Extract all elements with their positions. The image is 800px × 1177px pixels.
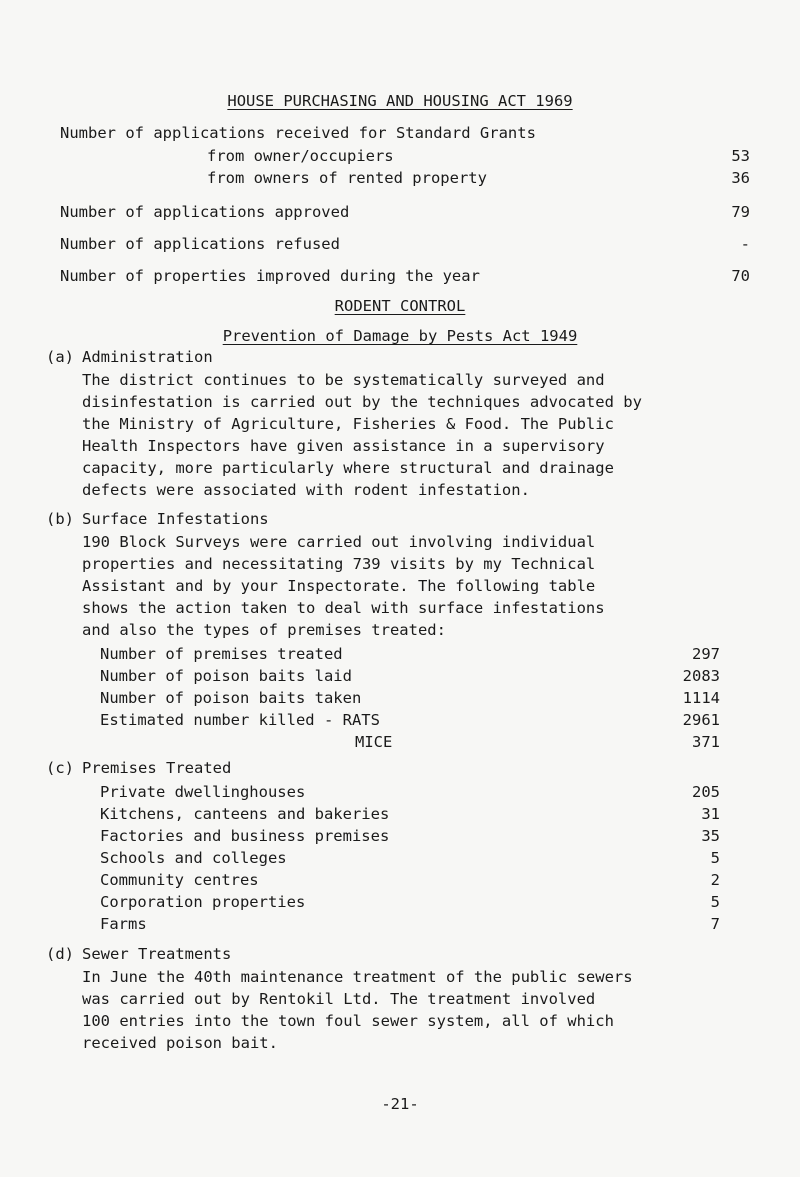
table-row-value: 2083 <box>682 667 720 685</box>
section-c-marker: (c) <box>46 759 74 777</box>
improved-value: 70 <box>731 267 750 285</box>
refused-row <box>60 233 750 255</box>
section-a-text: The district continues to be systematically surveyed and disinfestation is carried out by the techniques advocated by the Ministry of Agriculture, Fisheries & Food. The Public Health Inspectors have given assistance in a supervisory capacity, more particularly where structural and drainage defects were associated with rodent infestation. <box>82 371 642 499</box>
table-row-value: 7 <box>710 915 720 933</box>
approved-row <box>60 201 750 223</box>
housing-title: HOUSE PURCHASING AND HOUSING ACT 1969 <box>227 92 573 110</box>
page-number: -21- <box>381 1095 419 1113</box>
table-row <box>100 913 720 935</box>
table-row-label: Number of premises treated <box>100 645 343 663</box>
table-row <box>100 891 720 913</box>
section-d-heading: Sewer Treatments <box>82 945 232 963</box>
refused-label: Number of applications refused <box>60 235 340 253</box>
table-row-label: Private dwellinghouses <box>100 783 306 801</box>
rented-property-row <box>60 167 750 189</box>
section-b-heading: Surface Infestations <box>82 510 269 528</box>
table-row <box>100 731 720 753</box>
section-b-marker: (b) <box>46 510 74 528</box>
table-row-label: MICE <box>355 733 393 751</box>
table-row-value: 371 <box>692 733 720 751</box>
table-row-label: Farms <box>100 915 147 933</box>
section-b-text: 190 Block Surveys were carried out involving individual properties and necessitating 739 visits by my Technical Assistant and by your Inspectorate. The following table shows the action taken to deal with surface infestations and also the types of premises treated: <box>82 533 605 639</box>
table-row-value: 5 <box>710 849 720 867</box>
refused-value: - <box>740 235 750 253</box>
table-row <box>100 781 720 803</box>
table-row-label: Schools and colleges <box>100 849 287 867</box>
table-row <box>100 687 720 709</box>
section-a-marker: (a) <box>46 348 74 366</box>
rented-property-label: from owners of rented property <box>207 169 487 187</box>
approved-value: 79 <box>731 203 750 221</box>
table-row <box>100 803 720 825</box>
improved-label: Number of properties improved during the year <box>60 267 480 285</box>
table-row-label: Estimated number killed - RATS <box>100 711 380 729</box>
owner-occupiers-value: 53 <box>731 147 750 165</box>
approved-label: Number of applications approved <box>60 203 350 221</box>
table-row-value: 35 <box>701 827 720 845</box>
section-a-heading: Administration <box>82 348 213 366</box>
table-row <box>100 847 720 869</box>
table-row-label: Community centres <box>100 871 259 889</box>
rodent-subtitle: Prevention of Damage by Pests Act 1949 <box>222 327 578 345</box>
section-c-heading: Premises Treated <box>82 759 232 777</box>
owner-occupiers-label: from owner/occupiers <box>207 147 394 165</box>
table-row <box>100 643 720 665</box>
table-row <box>100 709 720 731</box>
table-row-label: Factories and business premises <box>100 827 390 845</box>
table-row-value: 297 <box>692 645 720 663</box>
applications-received-label: Number of applications received for Standard Grants <box>60 124 536 142</box>
table-row-value: 1114 <box>682 689 720 707</box>
table-row-value: 205 <box>692 783 720 801</box>
table-row-value: 5 <box>710 893 720 911</box>
rodent-title: RODENT CONTROL <box>334 297 466 315</box>
table-row-label: Number of poison baits taken <box>100 689 362 707</box>
table-row <box>100 825 720 847</box>
rented-property-value: 36 <box>731 169 750 187</box>
table-row-label: Number of poison baits laid <box>100 667 352 685</box>
owner-occupiers-row <box>60 145 750 167</box>
table-row <box>100 665 720 687</box>
table-row-label: Kitchens, canteens and bakeries <box>100 805 390 823</box>
section-d-marker: (d) <box>46 945 74 963</box>
improved-row <box>60 265 750 287</box>
section-d-text: In June the 40th maintenance treatment of the public sewers was carried out by Rentokil Ltd. The treatment involved 100 entries into the town foul sewer system, all of which received poison bait. <box>82 968 633 1052</box>
table-row-value: 2961 <box>682 711 720 729</box>
applications-received-row <box>60 122 750 144</box>
table-row <box>100 869 720 891</box>
table-row-value: 31 <box>701 805 720 823</box>
table-row-value: 2 <box>710 871 720 889</box>
table-row-label: Corporation properties <box>100 893 306 911</box>
